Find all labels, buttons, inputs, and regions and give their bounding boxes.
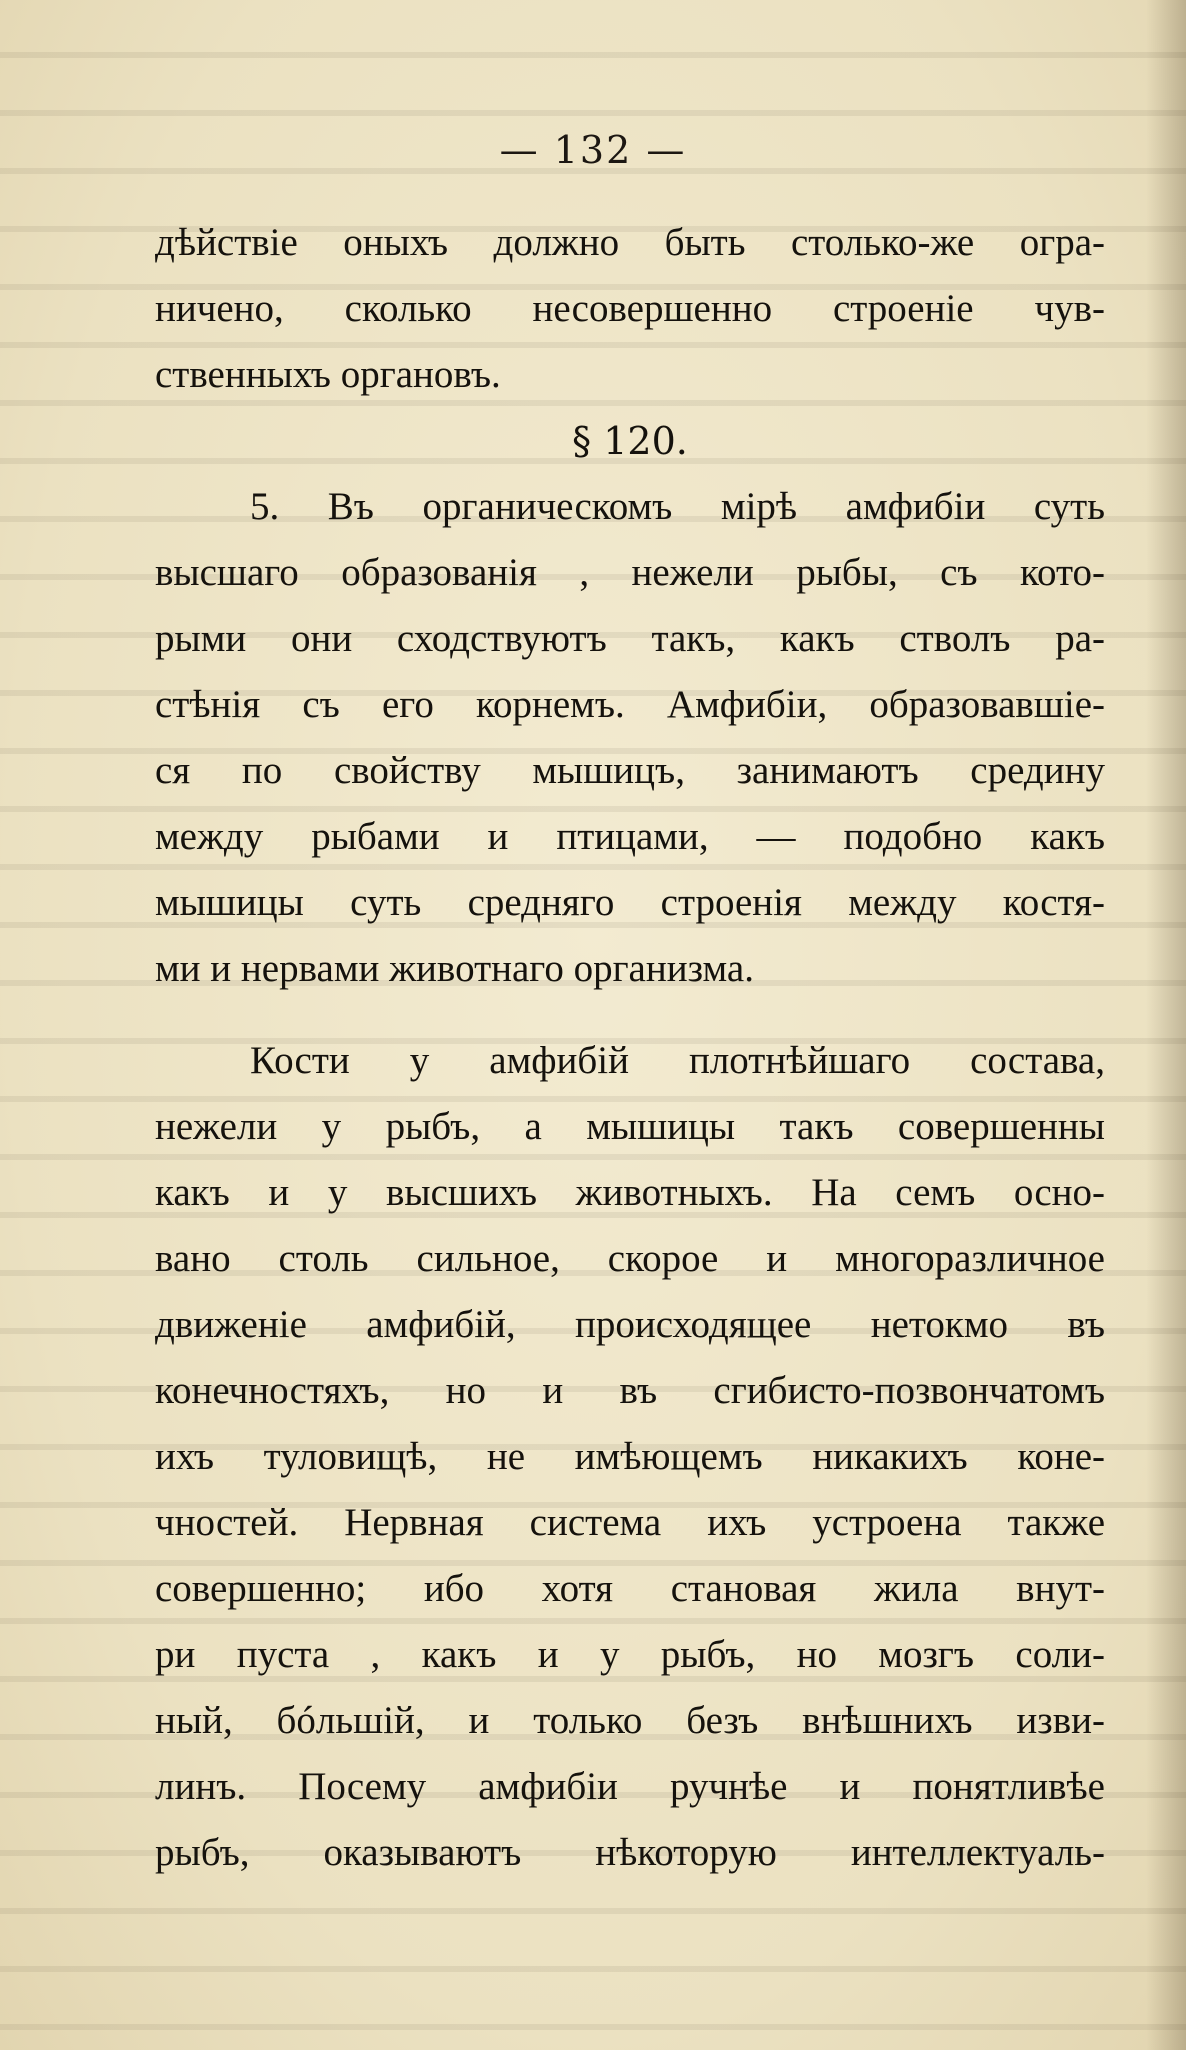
text-line: вано столь сильное, скорое и многоразличное [155,1237,1105,1280]
text-line: нежели у рыбъ, а мышицы такъ совершенны [155,1105,1105,1148]
text-line: линъ. Посему амфибіи ручнѣе и понятливѣе [155,1765,1105,1808]
text-line: ный, бóльшій, и только безъ внѣшнихъ изви- [155,1699,1105,1742]
text-line: какъ и у высшихъ животныхъ. На семъ осно- [155,1171,1105,1214]
text-line: конечностяхъ, но и въ сгибисто-позвончатомъ [155,1369,1105,1412]
text-line: ри пуста , какъ и у рыбъ, но мозгъ соли- [155,1633,1105,1676]
text-line: стѣнія съ его корнемъ. Амфибіи, образовавшіе- [155,683,1105,726]
text-line: ственныхъ органовъ. [155,353,501,396]
text-line: движеніе амфибій, происходящее нетокмо въ [155,1303,1105,1346]
text-line: ми и нервами животнаго организма. [155,947,754,990]
text-line: дѣйствіе оныхъ должно быть столько-же огра- [155,221,1105,264]
paragraph-gap [155,1002,1105,1028]
text-line: высшаго образованія , нежели рыбы, съ кото- [155,551,1105,594]
paragraph-1 [155,210,1105,408]
page-edge-shadow [1146,0,1186,2050]
text-line: Кости у амфибій плотнѣйшаго состава, [250,1039,1105,1082]
text-line: ничено, сколько несовершенно строеніе чув- [155,287,1105,330]
paragraph-3 [155,1028,1105,1886]
text-line: совершенно; ибо хотя становая жила внут- [155,1567,1105,1610]
text-line: рыми они сходствуютъ такъ, какъ стволъ ра- [155,617,1105,660]
page-number: — 132 — [499,128,687,172]
text-line: между рыбами и птицами, — подобно какъ [155,815,1105,858]
text-line: ся по свойству мышицъ, занимаютъ средину [155,749,1105,792]
section-heading: § 120. [572,419,688,463]
text-line: рыбъ, оказываютъ нѣкоторую интеллектуаль- [155,1831,1105,1874]
paragraph-2 [155,474,1105,1002]
text-line: 5. Въ органическомъ мірѣ амфибіи суть [250,485,1105,528]
text-line: ихъ туловищѣ, не имѣющемъ никакихъ коне- [155,1435,1105,1478]
text-line: чностей. Нервная система ихъ устроена также [155,1501,1105,1544]
text-line: мышицы суть средняго строенія между костя- [155,881,1105,924]
body-text [155,210,1105,1886]
